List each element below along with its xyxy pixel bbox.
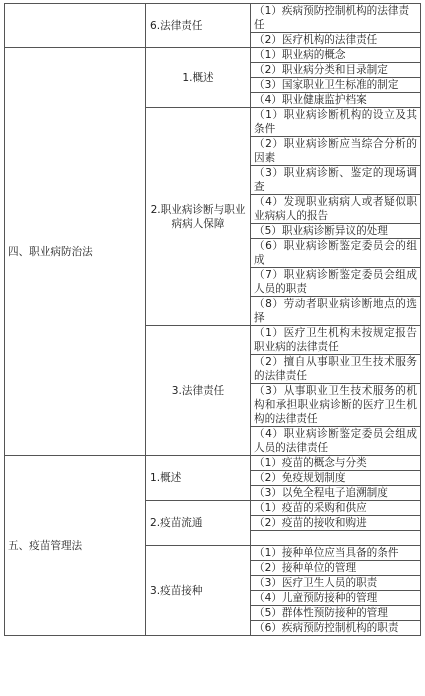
- list-item: （3）医疗卫生人员的职责: [251, 576, 421, 591]
- list-item: （2）接种单位的管理: [251, 561, 421, 576]
- list-item: （1）接种单位应当具备的条件: [251, 546, 421, 561]
- list-item: （3）从事职业卫生技术服务的机构和承担职业病诊断的医疗卫生机构的法律责任: [251, 384, 421, 427]
- list-item: （1）职业病的概念: [251, 48, 421, 63]
- section-title: 五、疫苗管理法: [5, 456, 146, 636]
- list-item: （1）疾病预防控制机构的法律责任: [251, 4, 421, 33]
- list-item: （2）免疫规划制度: [251, 471, 421, 486]
- list-item: （4）发现职业病病人或者疑似职业病病人的报告: [251, 195, 421, 224]
- subsection-title: 2.疫苗流通: [146, 501, 251, 546]
- list-item: （3）以免全程电子追溯制度: [251, 486, 421, 501]
- list-item: （4）职业健康监护档案: [251, 93, 421, 108]
- table-row: [5, 456, 421, 471]
- table-row: [5, 4, 421, 33]
- list-item: （2）疫苗的接收和购进: [251, 516, 421, 531]
- list-item: （4）儿童预防接种的管理: [251, 591, 421, 606]
- list-item: （2）职业病分类和目录制定: [251, 63, 421, 78]
- list-item: （8）劳动者职业病诊断地点的选择: [251, 297, 421, 326]
- list-item: （7）职业病诊断鉴定委员会组成人员的职责: [251, 268, 421, 297]
- subsection-title: 3.法律责任: [146, 326, 251, 456]
- list-item: （1）医疗卫生机构未按规定报告职业病的法律责任: [251, 326, 421, 355]
- list-item: （5）职业病诊断异议的处理: [251, 224, 421, 239]
- list-item: （5）群体性预防接种的管理: [251, 606, 421, 621]
- table-row: [5, 48, 421, 63]
- list-item: （4）职业病诊断鉴定委员会组成人员的法律责任: [251, 427, 421, 456]
- list-item: （2）职业病诊断应当综合分析的因素: [251, 137, 421, 166]
- list-item: （3）国家职业卫生标准的制定: [251, 78, 421, 93]
- list-item: （1）疫苗的采购和供应: [251, 501, 421, 516]
- empty-cell: [251, 531, 421, 546]
- outline-table: [4, 3, 421, 636]
- subsection-title: 3.疫苗接种: [146, 546, 251, 636]
- list-item: （6）疾病预防控制机构的职责: [251, 621, 421, 636]
- subsection-title: 1.概述: [146, 456, 251, 501]
- list-item: （6）职业病诊断鉴定委员会的组成: [251, 239, 421, 268]
- subsection-title: 6.法律责任: [146, 4, 251, 48]
- subsection-title: 2.职业病诊断与职业病病人保障: [146, 108, 251, 326]
- list-item: （2）医疗机构的法律责任: [251, 33, 421, 48]
- section-title: [5, 4, 146, 48]
- list-item: （1）职业病诊断机构的设立及其条件: [251, 108, 421, 137]
- list-item: （3）职业病诊断、鉴定的现场调查: [251, 166, 421, 195]
- subsection-title: 1.概述: [146, 48, 251, 108]
- section-title: 四、职业病防治法: [5, 48, 146, 456]
- list-item: （2）擅自从事职业卫生技术服务的法律责任: [251, 355, 421, 384]
- list-item: （1）疫苗的概念与分类: [251, 456, 421, 471]
